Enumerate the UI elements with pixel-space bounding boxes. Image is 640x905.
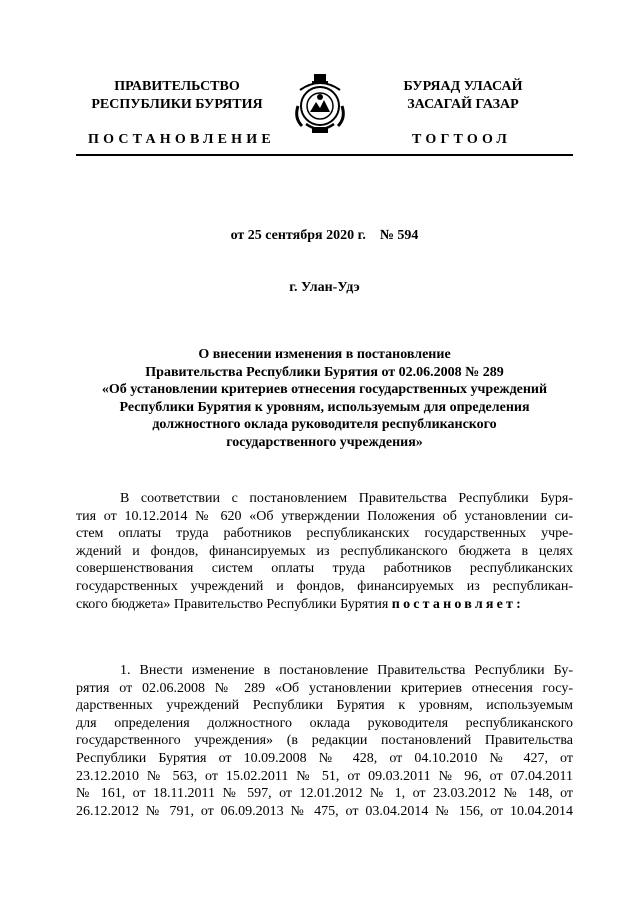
paragraph-line: 1. Внести изменение в постановление Правительства Республики Бу-	[120, 663, 573, 678]
title-line: Республики Бурятия к уровням, используемым для определения	[119, 399, 530, 415]
doc-kind-right: ТОГТООЛ	[412, 132, 512, 147]
title-line: О внесении изменения в постановление	[198, 347, 451, 362]
paragraph-line: дарственных учреждений Республики Бурятия к уровням, используемым	[76, 698, 573, 714]
header-left-line-2: РЕСПУБЛИКИ БУРЯТИЯ	[91, 97, 263, 112]
paragraph-line-last	[76, 596, 573, 614]
paragraph-line: для определения должностного оклада руководителя республиканского	[76, 715, 573, 731]
title-line: должностного оклада руководителя республиканского	[152, 417, 497, 433]
paragraph-line: 26.12.2012 № 791, от 06.09.2013 № 475, от 03.04.2014 № 156, от 10.04.2014	[76, 803, 573, 819]
item-1-paragraph	[76, 662, 573, 820]
header-right-line-2: ЗАСАГАЙ ГАЗАР	[407, 97, 519, 112]
paragraph-text: ского бюджета» Правительство Республики Бурятия	[76, 596, 392, 612]
header-right	[358, 78, 568, 114]
header-left	[72, 78, 282, 114]
document-date: от 25 сентября 2020 г.	[230, 228, 366, 243]
title-line: Правительства Республики Бурятия от 02.06.2008 № 289	[145, 364, 504, 380]
resolves-keyword: постановляет:	[391, 596, 525, 612]
header-divider	[76, 154, 573, 156]
paragraph-line: 23.12.2010 № 563, от 15.02.2011 № 51, от 09.03.2011 № 96, от 07.04.2011	[76, 768, 573, 784]
preamble-paragraph	[76, 490, 573, 613]
paragraph-line: В соответствии с постановлением Правительства Республики Буря-	[120, 491, 573, 506]
document-number: № 594	[379, 228, 419, 243]
doc-kind-left: ПОСТАНОВЛЕНИЕ	[88, 132, 275, 147]
paragraph-line: стем оплаты труда работников республиканских государственных учре-	[76, 526, 573, 542]
header-left-line-1: ПРАВИТЕЛЬСТВО	[114, 79, 240, 94]
paragraph-line: государственного учреждения» (в редакции постановлений Правительства	[76, 733, 573, 749]
paragraph-line: Республики Бурятия от 10.09.2008 № 428, от 04.10.2010 № 427, от	[76, 750, 573, 766]
paragraph-line: ждений и фондов, финансируемых из республиканского бюджета в целях	[76, 543, 573, 559]
header-right-line-1: БУРЯАД УЛАСАЙ	[403, 79, 523, 94]
paragraph-line: государственных учреждений и фондов, финансируемых из республикан-	[76, 578, 573, 594]
paragraph-line: № 161, от 18.11.2011 № 597, от 12.01.2012 № 1, от 23.03.2012 № 148, от	[76, 786, 573, 802]
city: г. Улан-Удэ	[289, 280, 360, 295]
title-line: «Об установлении критериев отнесения государственных учреждений	[101, 382, 548, 398]
paragraph-line: рятия от 02.06.2008 № 289 «Об установлении критериев отнесения госу-	[76, 680, 573, 696]
coat-of-arms-icon	[292, 72, 348, 136]
paragraph-line: совершенствования систем оплаты труда работников республиканских	[76, 561, 573, 577]
paragraph-line: тия от 10.12.2014 № 620 «Об утверждении Положения об установлении си-	[76, 508, 573, 524]
title-line: государственного учреждения»	[226, 434, 423, 450]
document-title	[76, 346, 573, 452]
date-number-line	[76, 228, 573, 244]
